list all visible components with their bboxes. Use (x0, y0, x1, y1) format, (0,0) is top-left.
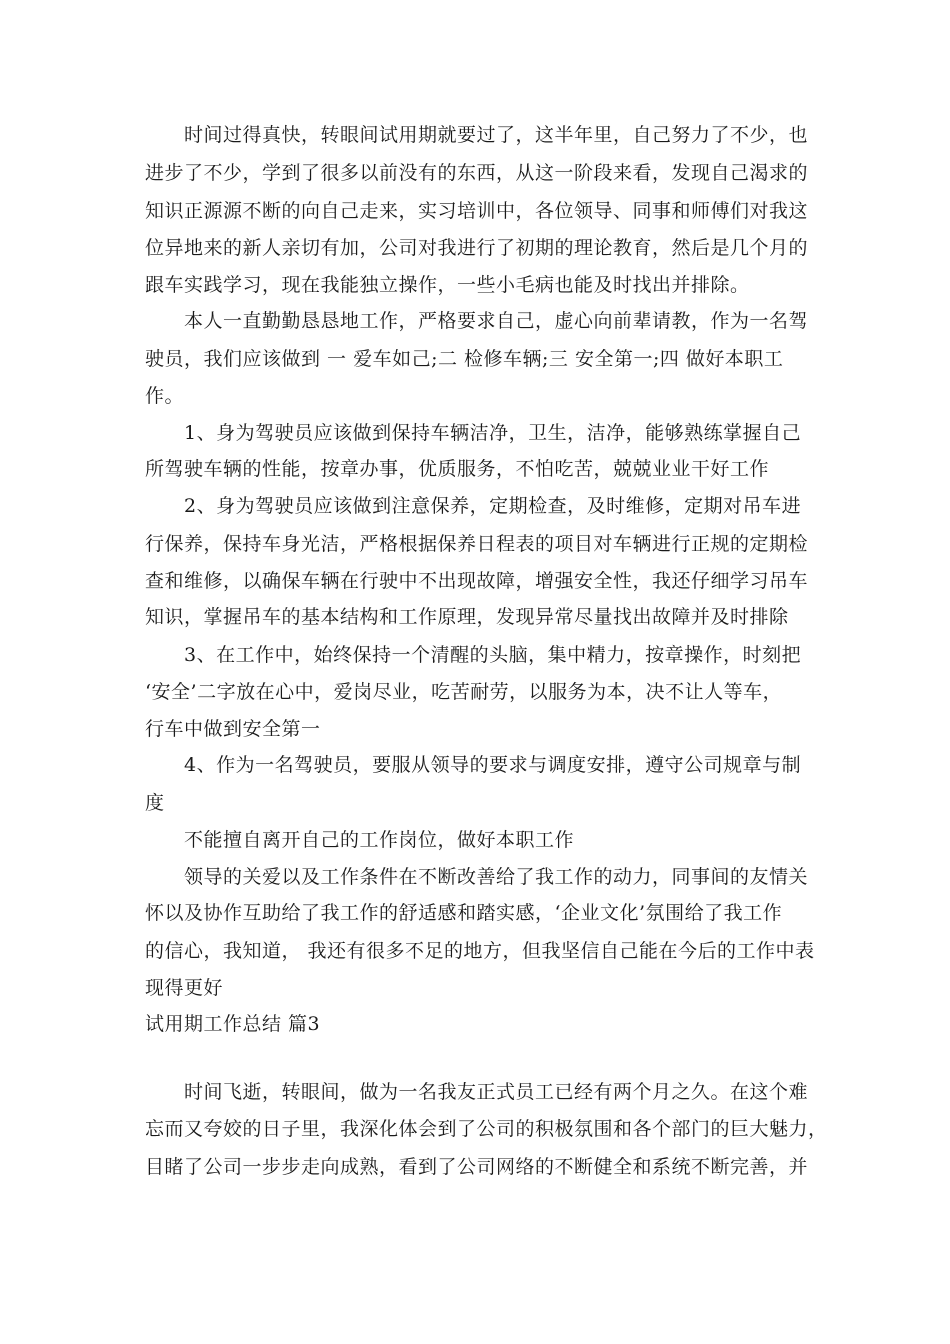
paragraph-line: 度 (145, 792, 165, 814)
paragraph-line: ‘安全’二字放在心中，爱岗尽业，吃苦耐劳，以服务为本，决不让人等车， (145, 681, 783, 703)
paragraph-line: 进步了不少，学到了很多以前没有的东西，从这一阶段来看，发现自己渴求的 (145, 162, 809, 184)
paragraph-line: 3、在工作中，始终保持一个清醒的头脑，集中精力，按章操作，时刻把 (145, 644, 802, 666)
paragraph-line: 目睹了公司一步步走向成熟，看到了公司网络的不断健全和系统不断完善，并 (145, 1156, 809, 1178)
paragraph-line: 本人一直勤勤恳恳地工作，严格要求自己，虚心向前辈请教，作为一名驾 (145, 310, 809, 332)
paragraph-line: 查和维修，以确保车辆在行驶中不出现故障，增强安全性，我还仔细学习吊车 (145, 570, 809, 592)
paragraph-line: 跟车实践学习，现在我能独立操作，一些小毛病也能及时找出并排除。 (145, 274, 750, 296)
paragraph-line: 现得更好 (145, 977, 224, 999)
paragraph-line: 领导的关爱以及工作条件在不断改善给了我工作的动力，同事间的友情关 (145, 866, 809, 888)
paragraph-line: 时间飞逝，转眼间，做为一名我友正式员工已经有两个月之久。在这个难 (145, 1081, 809, 1103)
paragraph-line: 位异地来的新人亲切有加，公司对我进行了初期的理论教育，然后是几个月的 (145, 237, 809, 259)
paragraph-line: 2、身为驾驶员应该做到注意保养，定期检查，及时维修，定期对吊车进 (145, 495, 802, 517)
paragraph-line: 4、作为一名驾驶员，要服从领导的要求与调度安排，遵守公司规章与制 (145, 754, 802, 776)
paragraph-line: 1、身为驾驶员应该做到保持车辆洁净，卫生，洁净，能够熟练掌握自己 (145, 422, 802, 444)
paragraph-line: 作。 (145, 385, 185, 407)
paragraph-line: 怀以及协作互助给了我工作的舒适感和踏实感，‘企业文化’氛围给了我工作 (145, 902, 783, 924)
paragraph-line: 忘而又夸姣的日子里，我深化体会到了公司的积极氛围和各个部门的巨大魅力， (145, 1118, 828, 1140)
paragraph-line: 驶员，我们应该做到 一 爱车如己;二 检修车辆;三 安全第一;四 做好本职工 (145, 348, 784, 370)
paragraph-line: 知识，掌握吊车的基本结构和工作原理，发现异常尽量找出故障并及时排除 (145, 606, 789, 628)
paragraph-line: 的信心，我知道， 我还有很多不足的地方，但我坚信自己能在今后的工作中表 (145, 940, 815, 962)
paragraph-line: 不能擅自离开自己的工作岗位，做好本职工作 (145, 829, 575, 851)
paragraph-line: 时间过得真快，转眼间试用期就要过了，这半年里，自己努力了不少，也 (145, 124, 809, 146)
section-heading: 试用期工作总结 篇3 (145, 1013, 321, 1035)
paragraph-line: 行保养，保持车身光洁，严格根据保养日程表的项目对车辆进行正规的定期检 (145, 533, 809, 555)
paragraph-line: 行车中做到安全第一 (145, 718, 321, 740)
paragraph-line: 所驾驶车辆的性能，按章办事，优质服务，不怕吃苦，兢兢业业干好工作 (145, 458, 770, 480)
paragraph-line: 知识正源源不断的向自己走来，实习培训中，各位领导、同事和师傅们对我这 (145, 200, 809, 222)
